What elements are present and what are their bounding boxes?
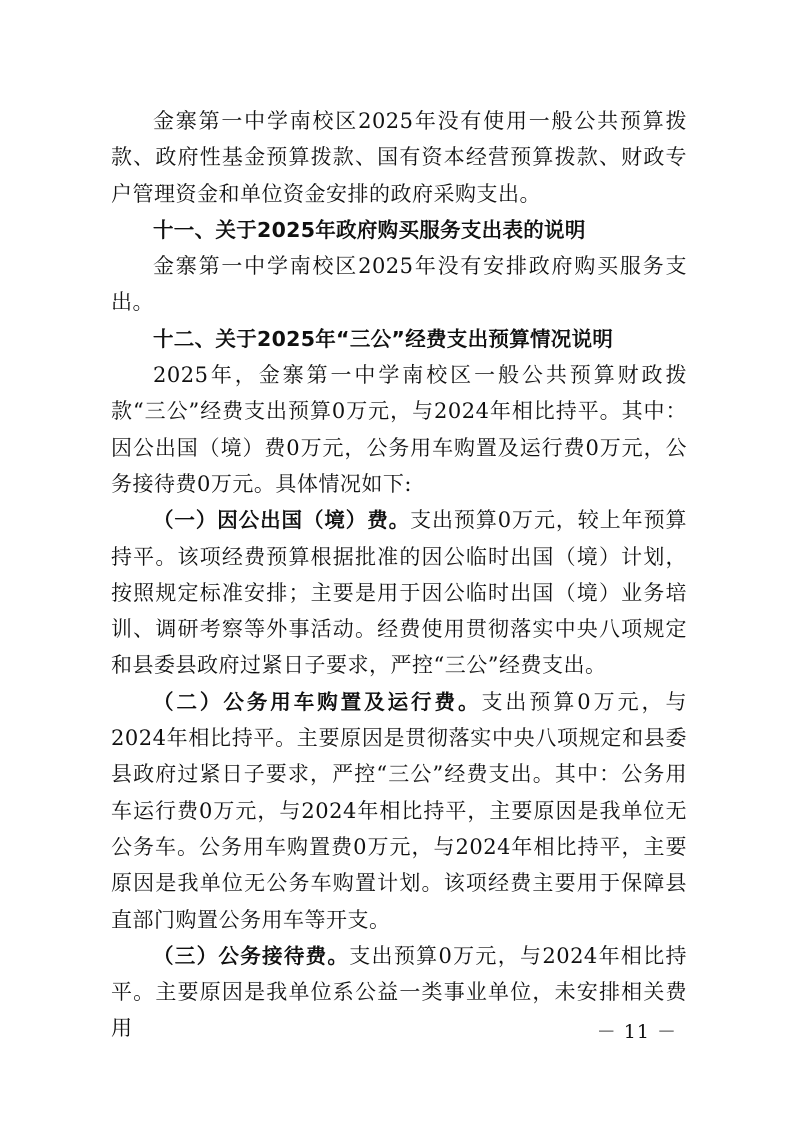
paragraph-purchase-services: 金寨第一中学南校区2025年没有安排政府购买服务支出。 (111, 254, 687, 315)
official-reception-body: 支出预算0万元，与2024年相比持平。主要原因是我单位系公益一类事业单位，未安排相关费用 (111, 943, 688, 1041)
subheading-official-reception: （三）公务接待费。 (153, 943, 350, 968)
subheading-overseas-travel: （一）因公出国（境）费。 (153, 508, 411, 533)
subheading-official-vehicles: （二）公务用车购置及运行费。 (153, 689, 482, 714)
page-number: － 11 － (596, 1021, 677, 1043)
paragraph-procurement: 金寨第一中学南校区2025年没有使用一般公共预算拨款、政府性基金预算拨款、国有资本经营预算拨款、财政专户管理资金和单位资金安排的政府采购支出。 (111, 109, 687, 206)
heading-section-12: 十二、关于2025年“三公”经费支出预算情况说明 (153, 326, 614, 351)
heading-section-11: 十一、关于2025年政府购买服务支出表的说明 (153, 217, 586, 242)
paragraph-overseas-travel (111, 502, 687, 683)
paragraph-official-vehicles (111, 684, 687, 938)
overseas-travel-body: 支出预算0万元，较上年预算持平。该项经费预算根据批准的因公临时出国（境）计划，按照规定标准安排；主要是用于因公临时出国（境）业务培训、调研考察等外事活动。经费使用贯彻落实中央八项规定和县委县政府过紧日子要求，严控“三公”经费支出。 (111, 508, 687, 678)
official-vehicles-body: 支出预算0万元，与2024年相比持平。主要原因是贯彻落实中央八项规定和县委县政府过紧日子要求，严控“三公”经费支出。其中：公务用车运行费0万元，与2024年相比持平，主要原因是我单位无公务车。公务用车购置费0万元，与2024年相比持平，主要原因是我单位无公务车购置计划。该项经费主要用于保障县直部门购置公务用车等开支。 (111, 689, 687, 932)
document-page (111, 103, 687, 1047)
paragraph-three-public-summary: 2025年，金寨第一中学南校区一般公共预算财政拨款“三公”经费支出预算0万元，与2024年相比持平。其中：因公出国（境）费0万元，公务用车购置及运行费0万元，公务接待费0万元。具体情况如下: (111, 363, 687, 496)
